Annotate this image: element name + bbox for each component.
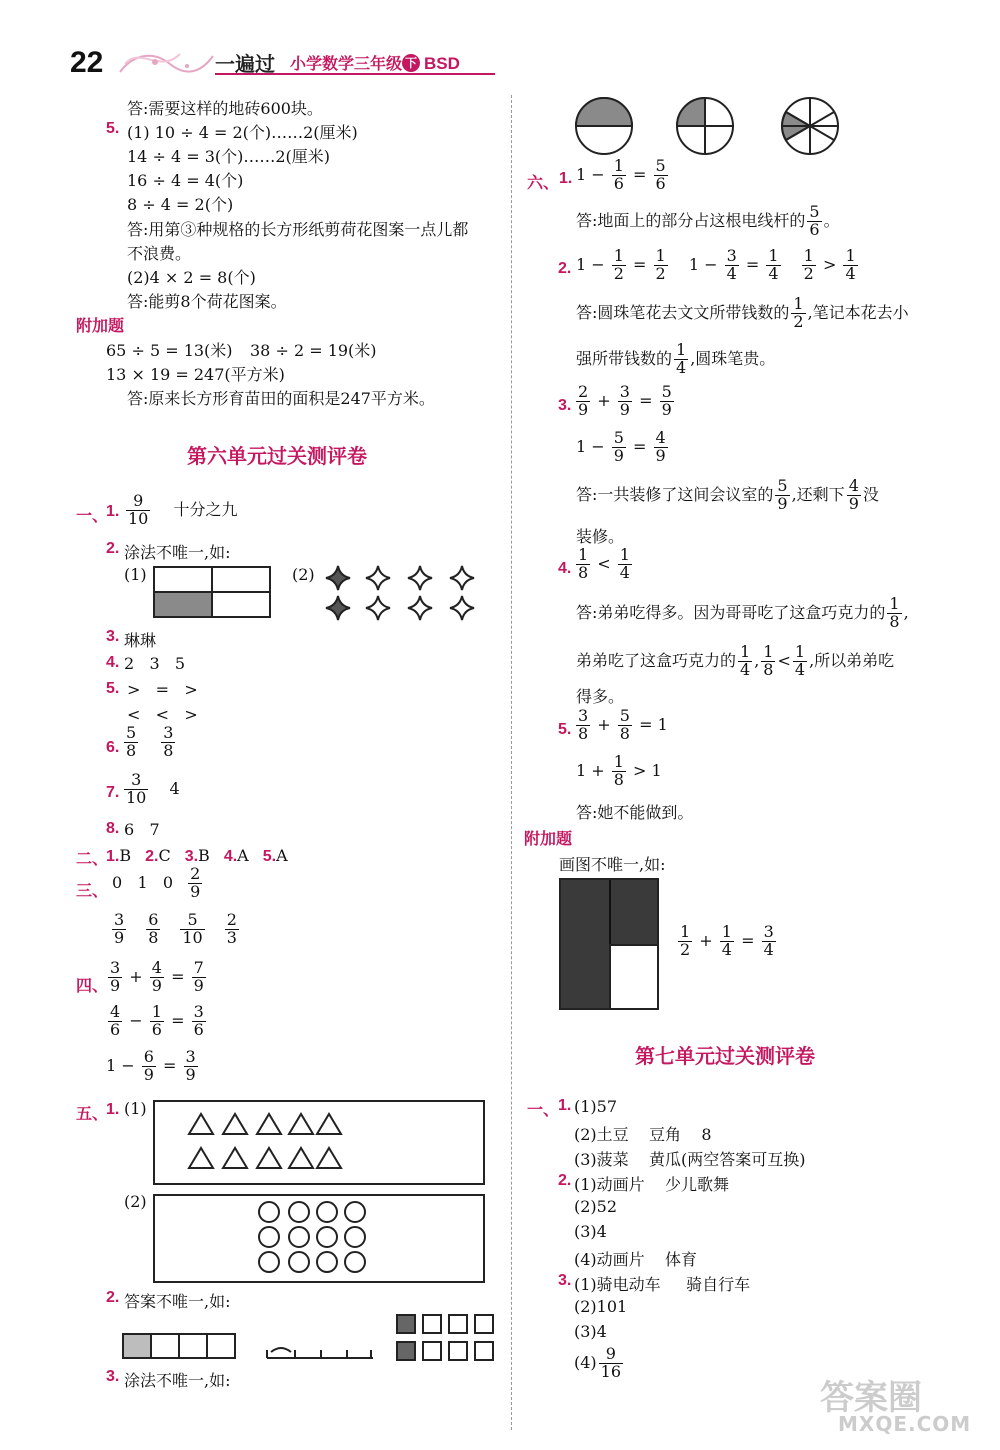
edition-text: BSD bbox=[424, 54, 460, 73]
fraction: $\frac{5}{10}$ bbox=[182, 910, 203, 947]
q-number: 3. bbox=[106, 628, 120, 645]
answer-letter: B bbox=[198, 846, 210, 865]
volume-mark: 下 bbox=[402, 54, 420, 72]
circle-figure bbox=[255, 1198, 375, 1278]
s3-row2 bbox=[110, 912, 257, 947]
mc-answers bbox=[106, 846, 302, 866]
q-number: 1. bbox=[559, 170, 573, 187]
section-label: 五、 bbox=[76, 1104, 109, 1123]
q-number: 2. bbox=[145, 848, 159, 865]
text-line: 答:她不能做到。 bbox=[576, 803, 694, 822]
text-line: 答案不唯一,如: bbox=[124, 1292, 231, 1311]
text-line: 2 3 5 bbox=[124, 654, 186, 673]
square-division-figure bbox=[559, 878, 659, 1010]
equation: $\frac{1}{8}$ < $\frac{1}{4}$ bbox=[578, 545, 630, 582]
answer-line: 答:一共装修了这间会议室的 $\frac{5}{9}$ ,还剩下 $\frac{4}{9}$ 没 bbox=[576, 476, 879, 513]
watermark: 答案圈 bbox=[820, 1378, 922, 1418]
text-line: (1)57 bbox=[574, 1097, 618, 1116]
text-line: 涂法不唯一,如: bbox=[124, 543, 231, 562]
shaded-rect-figure bbox=[153, 566, 271, 618]
q-number: 2. bbox=[558, 1172, 572, 1189]
q-number: 4. bbox=[223, 848, 238, 865]
header-subject bbox=[290, 51, 460, 74]
section-label: 一、 bbox=[527, 1100, 560, 1119]
answer-letter: C bbox=[158, 846, 171, 865]
text-line: 答:需要这样的地砖600块。 bbox=[127, 99, 323, 118]
text-line: 8 ÷ 4 = 2(个) bbox=[127, 195, 234, 214]
q-number: 4. bbox=[558, 560, 572, 577]
fraction: $\frac{3}{9}$ bbox=[114, 910, 125, 947]
bonus-heading: 附加题 bbox=[524, 829, 573, 848]
unit7-title: 第七单元过关测评卷 bbox=[635, 1044, 815, 1068]
part-label: (1) bbox=[124, 565, 147, 584]
answer-letter: A bbox=[237, 846, 249, 865]
diamond-figure bbox=[320, 562, 480, 624]
mc-answer bbox=[106, 846, 131, 865]
fraction: $\frac{6}{8}$ bbox=[148, 910, 159, 947]
unit6-title: 第六单元过关测评卷 bbox=[187, 444, 367, 468]
answer-line: 答:弟弟吃得多。因为哥哥吃了这盒巧克力的 $\frac{1}{8}$ , bbox=[576, 594, 909, 631]
triangle-figure bbox=[185, 1110, 345, 1172]
strip-figure bbox=[122, 1333, 236, 1359]
text-line: (3)4 bbox=[574, 1322, 607, 1341]
answer-letter: B bbox=[119, 846, 132, 865]
q-number: 2. bbox=[558, 260, 572, 277]
q-number: 1. bbox=[106, 503, 120, 520]
fraction: $\frac{9}{10}$ bbox=[128, 491, 149, 528]
q-number: 4. bbox=[106, 654, 120, 671]
text-line: 琳琳 bbox=[124, 631, 157, 650]
text-line: (2)101 bbox=[574, 1297, 628, 1316]
text-line: 不浪费。 bbox=[127, 244, 192, 263]
mc-answer bbox=[263, 846, 288, 865]
watermark-url: MXQE.COM bbox=[838, 1412, 972, 1436]
subject-text: 小学数学三年级 bbox=[290, 54, 403, 73]
section-label: 六、 bbox=[527, 173, 560, 192]
text-line: (3)菠菜 黄瓜(两空答案可互换) bbox=[574, 1150, 806, 1169]
answer-q1: $\frac{9}{10}$ 十分之九 bbox=[128, 491, 238, 528]
fraction: $\frac{2}{3}$ bbox=[226, 910, 237, 947]
equation: $\frac{3}{8}$ + $\frac{5}{8}$ = 1 bbox=[578, 706, 668, 743]
text-line: (2)4 × 2 = 8(个) bbox=[127, 268, 256, 287]
equation: $\frac{4}{6}$ − $\frac{1}{6}$ = $\frac{3}{6}$ bbox=[110, 1002, 204, 1039]
q-number: 1. bbox=[106, 1101, 120, 1118]
part-label: (1) bbox=[124, 1099, 147, 1118]
text-line: 涂法不唯一,如: bbox=[124, 1371, 231, 1390]
section-label: 二、 bbox=[76, 849, 109, 868]
answer-q7: $\frac{3}{10}$ 4 bbox=[126, 770, 180, 807]
answer-line: 弟弟吃了这盒巧克力的 $\frac{1}{4}$ , $\frac{1}{8}$ < $\frac{1}{4}$ ,所以弟弟吃 bbox=[576, 642, 895, 679]
equation: $\frac{2}{9}$ + $\frac{3}{9}$ = $\frac{5}{9}$ bbox=[578, 382, 672, 419]
q-number: 3. bbox=[184, 848, 199, 865]
column-divider bbox=[511, 95, 512, 1430]
s3-row1: 0 1 0 $\frac{2}{9}$ bbox=[112, 864, 201, 901]
header-ornament bbox=[115, 44, 215, 80]
mc-answer bbox=[224, 846, 249, 865]
part-label: (2) bbox=[292, 565, 315, 584]
q-number: 5. bbox=[106, 120, 120, 137]
text-line: 得多。 bbox=[576, 687, 625, 706]
text-line: 13 × 19 = 247(平方米) bbox=[106, 365, 285, 384]
section-label: 一、 bbox=[76, 506, 109, 525]
text-line: < < > bbox=[127, 705, 198, 724]
part-label: (2) bbox=[124, 1192, 147, 1211]
equation: 1 − $\frac{5}{9}$ = $\frac{4}{9}$ bbox=[576, 428, 666, 465]
q-number: 5. bbox=[106, 680, 120, 697]
square-grid-figure bbox=[396, 1314, 496, 1362]
text-line: (2)52 bbox=[574, 1197, 618, 1216]
answer-letter: A bbox=[276, 846, 288, 865]
q-number: 5. bbox=[558, 721, 572, 738]
q-number: 8. bbox=[106, 820, 120, 837]
answer-q6: $\frac{5}{8}$ $\frac{3}{8}$ bbox=[126, 723, 174, 760]
text-line: 6 7 bbox=[124, 820, 160, 839]
segment-figure bbox=[265, 1340, 375, 1362]
text-line: 答:用第③种规格的长方形纸剪荷花图案一点儿都 bbox=[127, 220, 469, 239]
q-number: 2. bbox=[106, 540, 120, 557]
equation: $\frac{3}{9}$ + $\frac{4}{9}$ = $\frac{7}{9}$ bbox=[110, 958, 204, 995]
equation: 1 − $\frac{1}{2}$ = $\frac{1}{2}$ 1 − $\frac{3}{4}$ = $\frac{1}{4}$ $\frac{1}{2}$ > $\frac{1}{4}$ bbox=[576, 246, 856, 283]
brand-logo: 一遍过 bbox=[215, 52, 275, 76]
text-line: 画图不唯一,如: bbox=[559, 855, 666, 874]
q-number: 3. bbox=[558, 1272, 572, 1289]
answer-line: 答:地面上的部分占这根电线杆的 $\frac{5}{6}$ 。 bbox=[576, 202, 840, 239]
text-line: > = > bbox=[127, 680, 198, 699]
mc-answer bbox=[145, 846, 171, 865]
text-line: (1) 10 ÷ 4 = 2(个)……2(厘米) bbox=[127, 123, 358, 142]
text-line: (1)动画片 少儿歌舞 bbox=[574, 1175, 730, 1194]
text-line: 38 ÷ 2 = 19(米) bbox=[250, 341, 377, 360]
equation: 1 + $\frac{1}{8}$ > 1 bbox=[576, 752, 662, 789]
q-number: 5. bbox=[262, 848, 277, 865]
section-label: 四、 bbox=[76, 976, 109, 995]
header-rule bbox=[215, 73, 495, 75]
q-number: 1. bbox=[106, 848, 120, 865]
q-number: 6. bbox=[106, 739, 120, 756]
q-number: 3. bbox=[106, 1368, 120, 1385]
equation: 1 − $\frac{1}{6}$ = $\frac{5}{6}$ bbox=[576, 156, 666, 193]
answer-line: 强所带钱数的 $\frac{1}{4}$ ,圆珠笔贵。 bbox=[576, 340, 776, 377]
text-line: 14 ÷ 4 = 3(个)……2(厘米) bbox=[127, 147, 331, 166]
text-line: (3)4 bbox=[574, 1222, 607, 1241]
bonus-heading: 附加题 bbox=[76, 316, 125, 335]
page-number: 22 bbox=[70, 46, 104, 79]
q-number: 2. bbox=[106, 1289, 120, 1306]
text-line: 16 ÷ 4 = 4(个) bbox=[127, 171, 244, 190]
text-line: 答:能剪8个荷花图案。 bbox=[127, 292, 287, 311]
circle-fraction-figures bbox=[572, 96, 842, 160]
text-line: 答:原来长方形育苗田的面积是247平方米。 bbox=[127, 389, 435, 408]
q-number: 7. bbox=[106, 784, 120, 801]
equation: $\frac{1}{2}$ + $\frac{1}{4}$ = $\frac{3}{4}$ bbox=[680, 922, 774, 959]
text-line: (4)动画片 体育 bbox=[574, 1250, 698, 1269]
answer-line: 答:圆珠笔花去文文所带钱数的 $\frac{1}{2}$ ,笔记本花去小 bbox=[576, 294, 909, 331]
section-label: 三、 bbox=[76, 881, 109, 900]
text-line: (1)骑电动车 骑自行车 bbox=[574, 1275, 751, 1294]
q-number: 3. bbox=[558, 397, 572, 414]
text-line: (2)土豆 豆角 8 bbox=[574, 1125, 712, 1144]
text-line: 装修。 bbox=[576, 527, 625, 546]
answer-line: (4) $\frac{9}{16}$ bbox=[574, 1344, 622, 1381]
q-number: 1. bbox=[558, 1097, 572, 1114]
equation: 1 − $\frac{6}{9}$ = $\frac{3}{9}$ bbox=[106, 1047, 196, 1084]
mc-answer bbox=[185, 846, 210, 865]
text-line: 65 ÷ 5 = 13(米) bbox=[106, 341, 233, 360]
